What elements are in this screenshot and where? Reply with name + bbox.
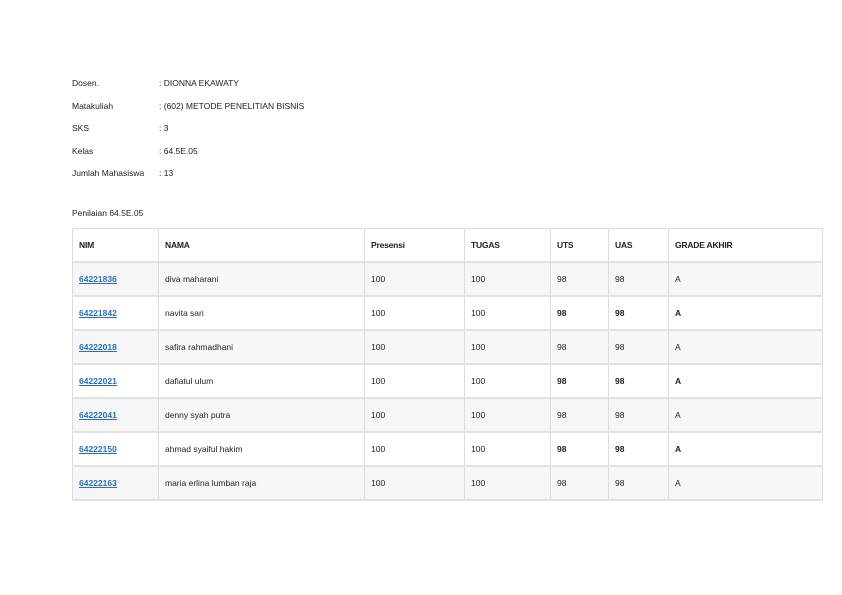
nama-cell: safira rahmadhani xyxy=(159,330,365,364)
info-value: : 3 xyxy=(159,123,169,133)
table-row xyxy=(73,466,823,500)
uts-cell: 98 xyxy=(551,262,609,296)
nim-cell xyxy=(73,466,159,500)
grade-cell: A xyxy=(669,398,823,432)
info-label: Kelas xyxy=(72,145,94,156)
grades-table xyxy=(72,228,823,501)
nama-cell: ahmad syaiful hakim xyxy=(159,432,365,466)
uas-cell: 98 xyxy=(609,398,669,432)
info-row-matakuliah xyxy=(72,95,304,118)
uas-cell: 98 xyxy=(609,432,669,466)
nim-cell xyxy=(73,296,159,330)
uas-cell: 98 xyxy=(609,262,669,296)
uts-cell: 98 xyxy=(551,364,609,398)
presensi-cell: 100 xyxy=(365,466,465,500)
info-row-jumlah-mahasiswa xyxy=(72,162,304,185)
presensi-cell: 100 xyxy=(365,398,465,432)
table-header-row xyxy=(73,229,823,263)
info-row-dosen xyxy=(72,72,304,95)
info-value: : 64.5E.05 xyxy=(159,145,198,156)
uts-cell: 98 xyxy=(551,330,609,364)
presensi-cell: 100 xyxy=(365,432,465,466)
nama-cell: dafiatul ulum xyxy=(159,364,365,398)
tugas-cell: 100 xyxy=(465,262,551,296)
header-uas: UAS xyxy=(609,229,669,263)
presensi-cell: 100 xyxy=(365,364,465,398)
header-nama: NAMA xyxy=(159,229,365,263)
uts-cell: 98 xyxy=(551,466,609,500)
info-value: : 13 xyxy=(159,168,174,178)
grade-cell: A xyxy=(669,364,823,398)
nim-cell xyxy=(73,364,159,398)
nim-link[interactable]: 64222163 xyxy=(79,478,117,488)
uts-cell: 98 xyxy=(551,432,609,466)
grade-cell: A xyxy=(669,466,823,500)
table-row xyxy=(73,262,823,296)
info-label: SKS xyxy=(72,123,90,133)
tugas-cell: 100 xyxy=(465,432,551,466)
uts-cell: 98 xyxy=(551,398,609,432)
presensi-cell: 100 xyxy=(365,296,465,330)
nim-link[interactable]: 64222150 xyxy=(79,444,117,454)
nim-link[interactable]: 64222021 xyxy=(79,376,117,386)
grade-cell: A xyxy=(669,262,823,296)
tugas-cell: 100 xyxy=(465,398,551,432)
uas-cell: 98 xyxy=(609,330,669,364)
presensi-cell: 100 xyxy=(365,262,465,296)
nama-cell: navita sari xyxy=(159,296,365,330)
presensi-cell: 100 xyxy=(365,330,465,364)
tugas-cell: 100 xyxy=(465,466,551,500)
nim-cell xyxy=(73,262,159,296)
nama-cell: denny syah putra xyxy=(159,398,365,432)
tugas-cell: 100 xyxy=(465,330,551,364)
nim-link[interactable]: 64222018 xyxy=(79,342,117,352)
info-label: Dosen. xyxy=(72,78,99,88)
nim-cell xyxy=(73,432,159,466)
header-nim: NIM xyxy=(73,229,159,263)
nama-cell: diva maharani xyxy=(159,262,365,296)
info-value: : DIONNA EKAWATY xyxy=(159,78,239,88)
tugas-cell: 100 xyxy=(465,296,551,330)
nama-cell: maria erlina lumban raja xyxy=(159,466,365,500)
info-label: Jumlah Mahasiswa xyxy=(72,168,145,178)
info-row-sks xyxy=(72,117,304,140)
course-info xyxy=(72,72,304,185)
header-tugas: TUGAS xyxy=(465,229,551,263)
header-presensi: Presensi xyxy=(365,229,465,263)
nim-link[interactable]: 64221836 xyxy=(79,274,117,284)
header-grade-akhir: GRADE AKHIR xyxy=(669,229,823,263)
nim-cell xyxy=(73,398,159,432)
table-row xyxy=(73,398,823,432)
section-title: Penilaian 64.5E.05 xyxy=(72,208,144,218)
uas-cell: 98 xyxy=(609,466,669,500)
info-row-kelas xyxy=(72,140,304,163)
info-value: : (602) METODE PENELITIAN BISNIS xyxy=(159,100,305,111)
uas-cell: 98 xyxy=(609,364,669,398)
nim-link[interactable]: 64222041 xyxy=(79,410,117,420)
header-uts: UTS xyxy=(551,229,609,263)
grade-cell: A xyxy=(669,432,823,466)
nim-link[interactable]: 64221842 xyxy=(79,308,117,318)
uts-cell: 98 xyxy=(551,296,609,330)
uas-cell: 98 xyxy=(609,296,669,330)
info-label: Matakuliah xyxy=(72,100,114,111)
table-row xyxy=(73,364,823,398)
nim-cell xyxy=(73,330,159,364)
table-row xyxy=(73,432,823,466)
grade-cell: A xyxy=(669,330,823,364)
tugas-cell: 100 xyxy=(465,364,551,398)
grade-cell: A xyxy=(669,296,823,330)
table-row xyxy=(73,296,823,330)
table-row xyxy=(73,330,823,364)
